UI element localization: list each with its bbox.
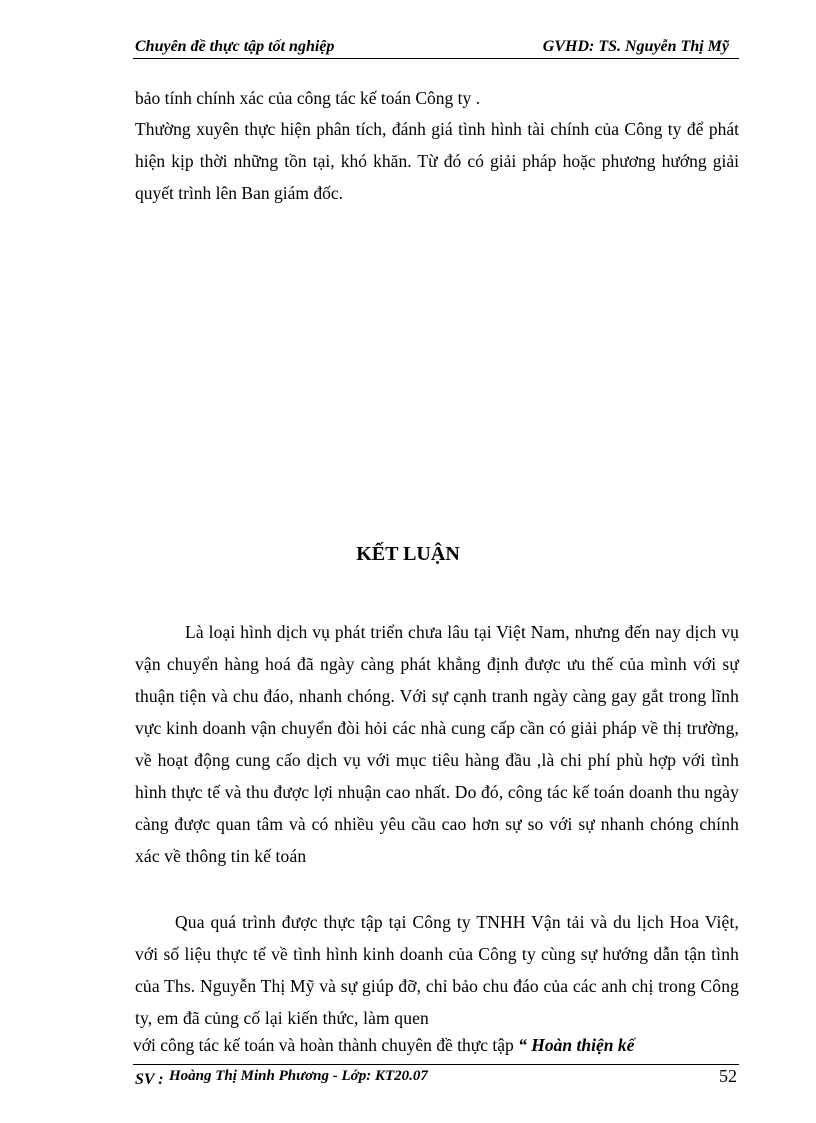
last-line xyxy=(133,1035,739,1065)
paragraph-3: Là loại hình dịch vụ phát triển chưa lâu tại Việt Nam, nhưng đến nay dịch vụ vận chuyển hàng hoá đã ngày càng phát khẳng định được ưu thế của mình với sự thuận tiện và chu đáo, nhanh chóng. Với sự cạnh tranh ngày càng gay gắt trong lĩnh vực kinh doanh vận chuyển đòi hỏi các nhà cung cấp cần có giải pháp về thị trường, về hoạt động cung cấo dịch vụ với mục tiêu hàng đầu ,là chi phí phù hợp với tình hình thực tế và thu được lợi nhuận cao nhất. Do đó, công tác kế toán doanh thu ngày càng được quan tâm và có nhiều yêu cầu cao hơn sự so với sự nhanh chóng chính xác về thông tin kế toán xyxy=(135,622,739,866)
header-document-type: Chuyên đề thực tập tốt nghiệp xyxy=(135,38,335,55)
last-line-text: với công tác kế toán và hoàn thành chuyên đề thực tập xyxy=(133,1035,519,1055)
page-header xyxy=(133,36,739,59)
paragraph-4: Qua quá trình được thực tập tại Công ty TNHH Vận tải và du lịch Hoa Việt, với số liệu thực tế về tình hình kinh doanh của Công ty cùng sự hướng dẫn tận tình của Ths. Nguyễn Thị Mỹ và sự giúp đỡ, chỉ bảo chu đáo của các anh chị trong Công ty, em đã củng cố lại kiến thức, làm quen xyxy=(135,912,739,1028)
header-supervisor: GVHD: TS. Nguyễn Thị Mỹ xyxy=(542,38,729,55)
page-number: 52 xyxy=(719,1066,737,1086)
page-footer xyxy=(133,1066,739,1090)
section-title: KẾT LUẬN xyxy=(356,543,460,565)
last-line-emphasis: “ Hoàn thiện kế xyxy=(518,1035,635,1055)
footer-sv-label: SV : xyxy=(135,1071,164,1088)
paragraph-2: Thường xuyên thực hiện phân tích, đánh giá tình hình tài chính của Công ty để phát hiện kịp thời những tồn tại, khó khăn. Từ đó có giải pháp hoặc phương hướng giải quyết trình lên Ban giám đốc. xyxy=(135,119,739,203)
paragraph-1: bảo tính chính xác của công tác kế toán Công ty . xyxy=(135,88,481,108)
footer-student: Hoàng Thị Minh Phương - Lớp: KT20.07 xyxy=(169,1068,428,1084)
